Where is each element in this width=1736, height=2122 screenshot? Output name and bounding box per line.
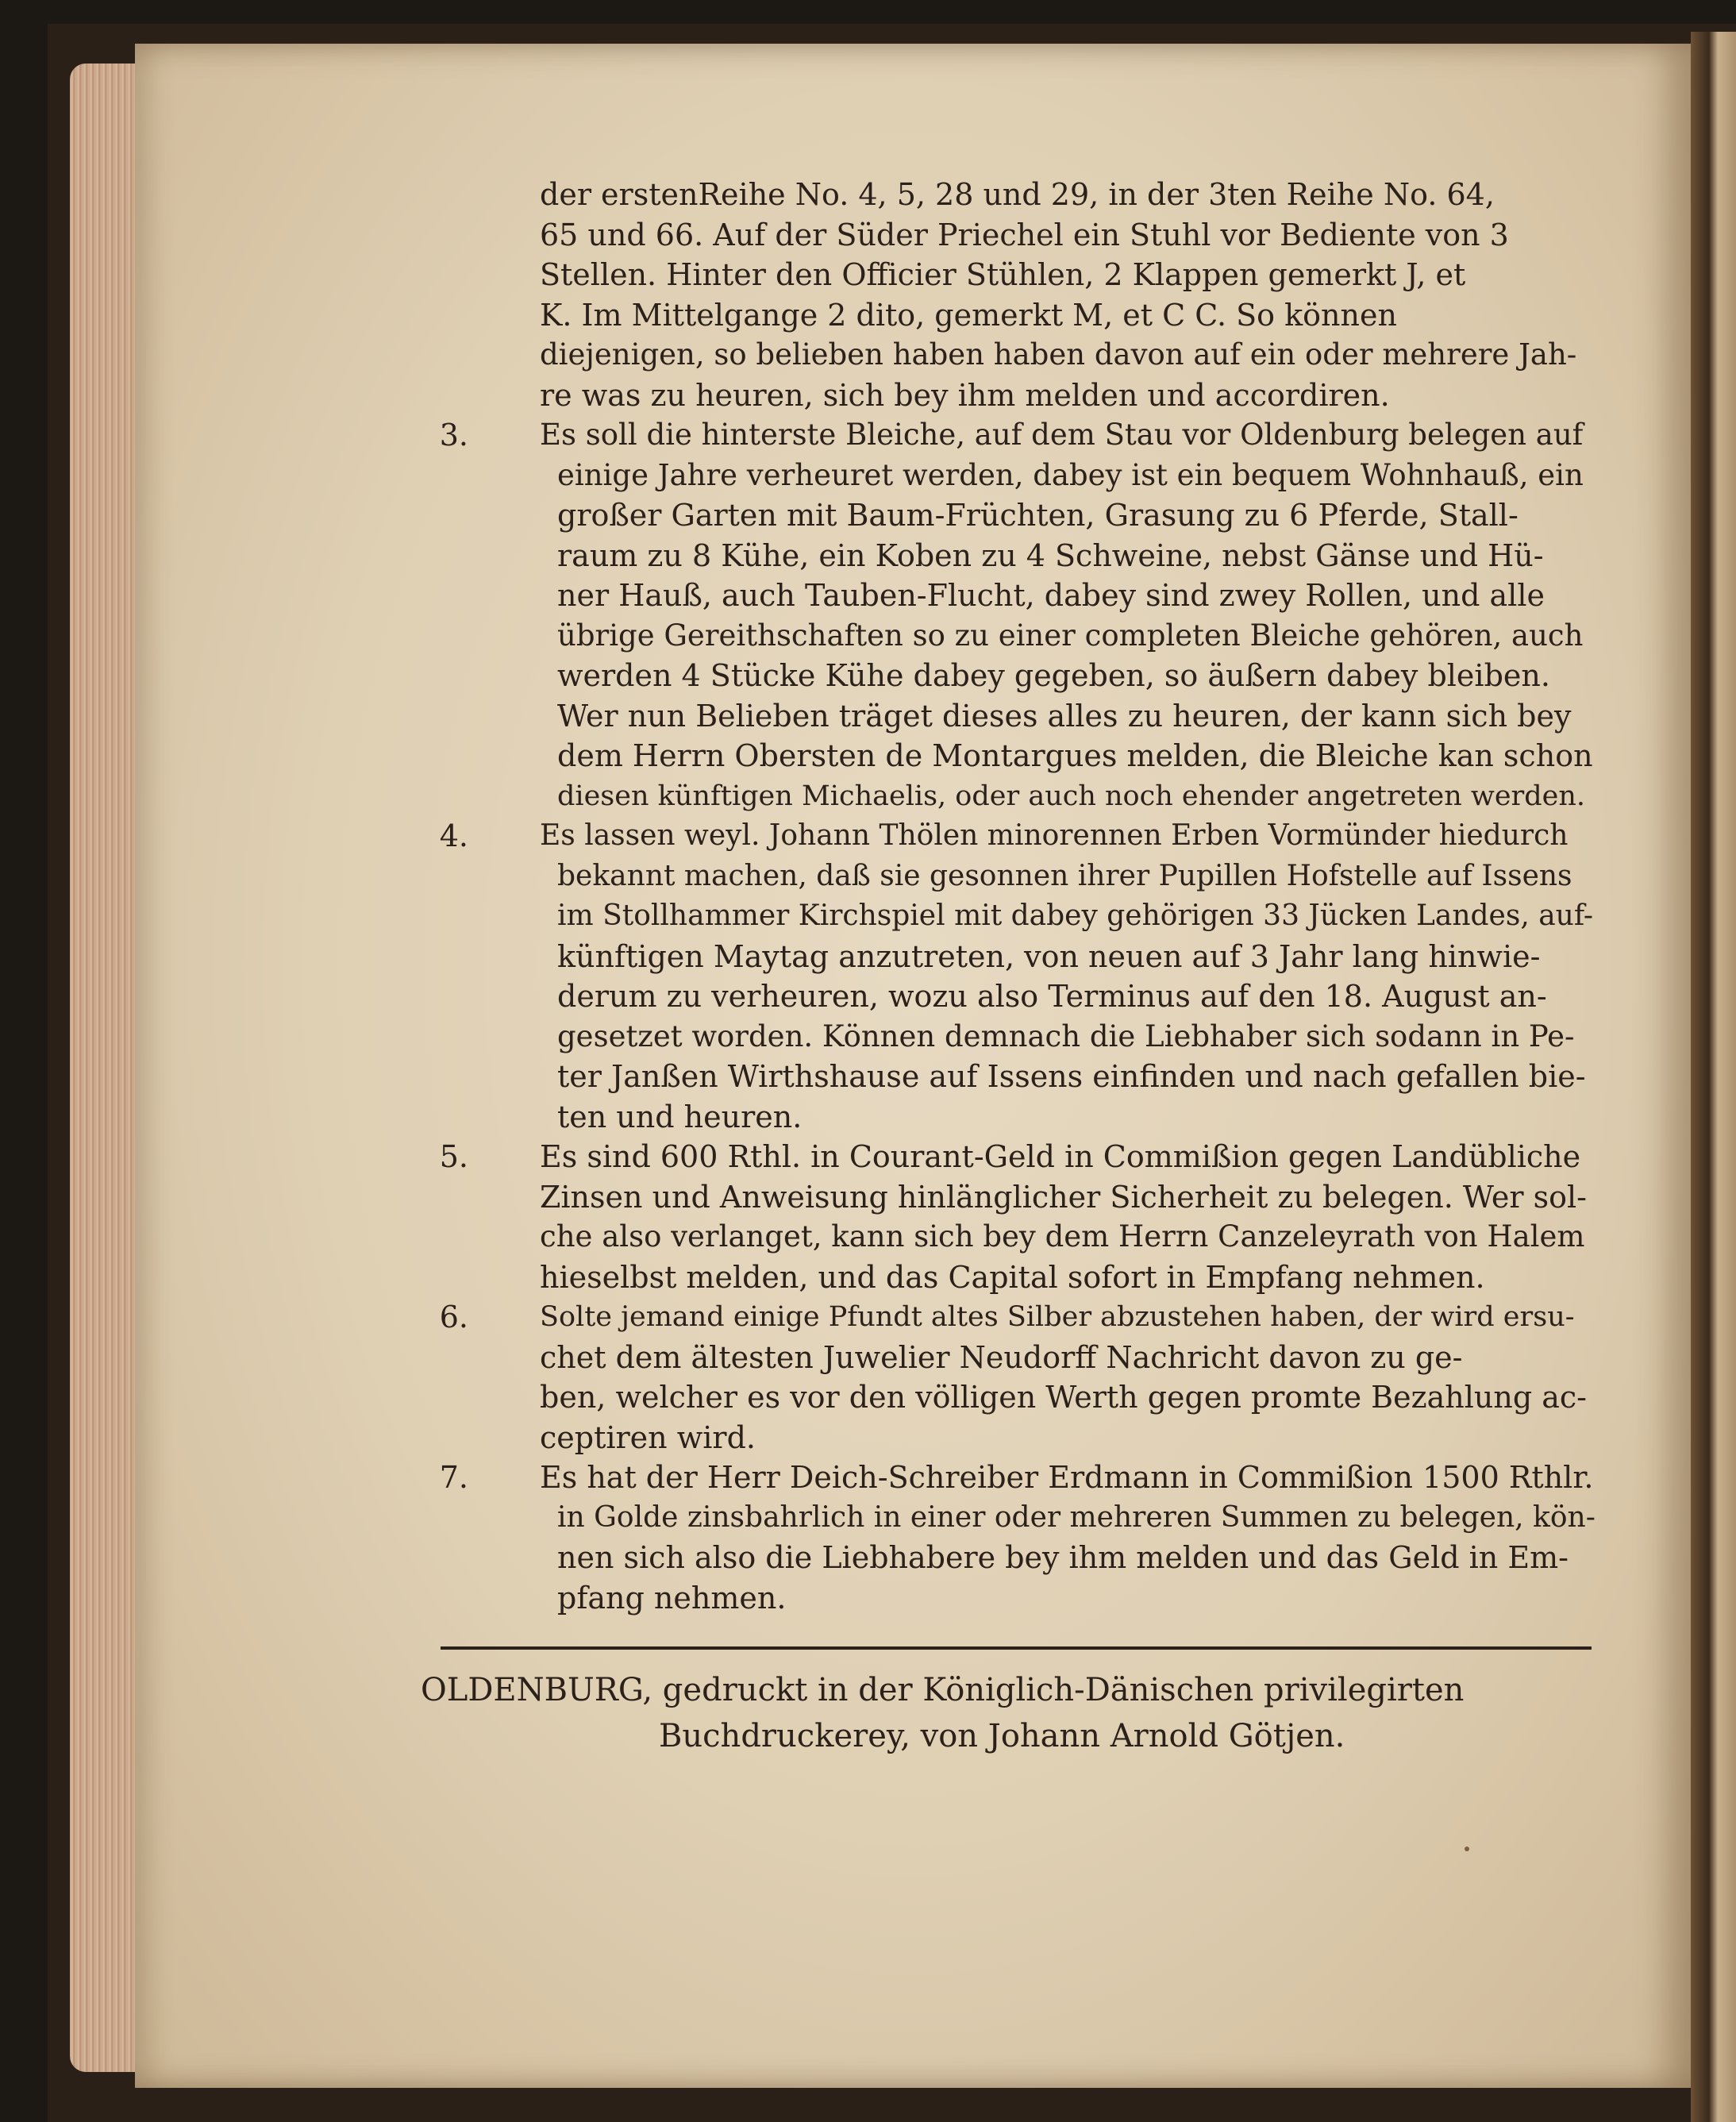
main-text [439,175,1596,1618]
item-number: 6. [439,1300,468,1334]
text-line: dem Herrn Obersten de Montargues melden, die Bleiche kan schon [557,738,1593,773]
text-line: chet dem ältesten Juwelier Neudorff Nachricht davon zu ge- [540,1339,1463,1375]
text-line: 65 und 66. Auf der Süder Priechel ein Stuhl vor Bediente von 3 [540,217,1509,252]
text-line: übrige Gereithschaften so zu einer completen Bleiche gehören, auch [557,618,1584,653]
text-line: Es hat der Herr Deich-Schreiber Erdmann in Commißion 1500 Rthlr. [540,1460,1594,1495]
notice-item-5 [439,1137,1596,1297]
continuation-block [540,175,1596,415]
text-line: Stellen. Hinter den Officier Stühlen, 2 Klappen gemerkt J, et [540,257,1466,292]
text-line: K. Im Mittelgange 2 dito, gemerkt M, et C C. So können [540,297,1397,333]
notice-item-3 [439,415,1596,816]
text-line: diejenigen, so belieben haben haben davon auf ein oder mehrere Jah- [540,337,1577,372]
gutter [1691,32,1736,2122]
text-line: che also verlanget, kann sich bey dem Herrn Canzeleyrath von Halem [540,1219,1585,1254]
text-line: derum zu verheuren, wozu also Terminus auf den 18. August an- [557,979,1547,1014]
item-number: 7. [439,1460,468,1495]
item-number: 4. [439,818,468,853]
imprint-line: OLDENBURG, gedruckt in der Königlich-Dänischen privilegirten [421,1672,1465,1708]
text-line: ner Hauß, auch Tauben-Flucht, dabey sind zwey Rollen, und alle [557,578,1545,613]
notice-item-6 [439,1297,1596,1458]
text-line: Es lassen weyl. Johann Thölen minorennen Erben Vormünder hiedurch [540,819,1569,852]
item-number: 3. [439,418,468,453]
text-line: raum zu 8 Kühe, ein Koben zu 4 Schweine, nebst Gänse und Hü- [557,537,1544,573]
text-line: Es sind 600 Rthl. in Courant-Geld in Commißion gegen Landübliche [540,1139,1581,1174]
text-line: großer Garten mit Baum-Früchten, Grasung zu 6 Pferde, Stall- [557,498,1519,533]
text-line: nen sich also die Liebhabere bey ihm melden und das Geld in Em- [557,1540,1569,1575]
text-line: ceptiren wird. [540,1419,756,1455]
text-line: Zinsen und Anweisung hinlänglicher Sicherheit zu belegen. Wer sol- [540,1179,1587,1215]
text-line: bekannt machen, daß sie gesonnen ihrer Pupillen Hofstelle auf Issens [557,859,1572,892]
text-line: ter Janßen Wirthshause auf Issens einfinden und nach gefallen bie- [557,1059,1586,1094]
text-line: hieselbst melden, und das Capital sofort in Empfang nehmen. [540,1259,1485,1295]
item-number: 5. [439,1139,468,1174]
text-line: diesen künftigen Michaelis, oder auch noch ehender angetreten werden. [557,780,1586,812]
text-line: ben, welcher es vor den völligen Werth gegen promte Bezahlung ac- [540,1380,1587,1415]
text-line: ten und heuren. [557,1099,803,1134]
text-line: künftigen Maytag anzutreten, von neuen auf 3 Jahr lang hinwie- [557,938,1541,974]
text-line: re was zu heuren, sich bey ihm melden und accordiren. [540,377,1390,413]
text-line: in Golde zinsbahrlich in einer oder mehreren Summen zu belegen, kön- [557,1500,1596,1534]
text-line: der erstenReihe No. 4, 5, 28 und 29, in der 3ten Reihe No. 64, [540,177,1495,212]
notice-item-4 [439,816,1596,1137]
notice-item-7 [439,1458,1596,1618]
imprint-line: Buchdruckerey, von Johann Arnold Götjen. [659,1718,1345,1754]
text-line: Solte jemand einige Pfundt altes Silber abzustehen haben, der wird ersu- [540,1301,1575,1333]
imprint [421,1667,1596,1759]
ink-speck [1465,1847,1469,1851]
text-line: gesetzet worden. Können demnach die Liebhaber sich sodann in Pe- [557,1019,1575,1053]
separator-rule [441,1646,1592,1650]
text-line: einige Jahre verheuret werden, dabey ist ein bequem Wohnhauß, ein [557,457,1584,492]
text-line: werden 4 Stücke Kühe dabey gegeben, so äußern dabey bleiben. [557,658,1550,693]
text-line: pfang nehmen. [557,1580,787,1616]
text-line: im Stollhammer Kirchspiel mit dabey gehörigen 33 Jücken Landes, auf- [557,899,1594,932]
text-line: Wer nun Belieben träget dieses alles zu heuren, der kann sich bey [557,698,1572,734]
text-line: Es soll die hinterste Bleiche, auf dem Stau vor Oldenburg belegen auf [540,418,1584,452]
